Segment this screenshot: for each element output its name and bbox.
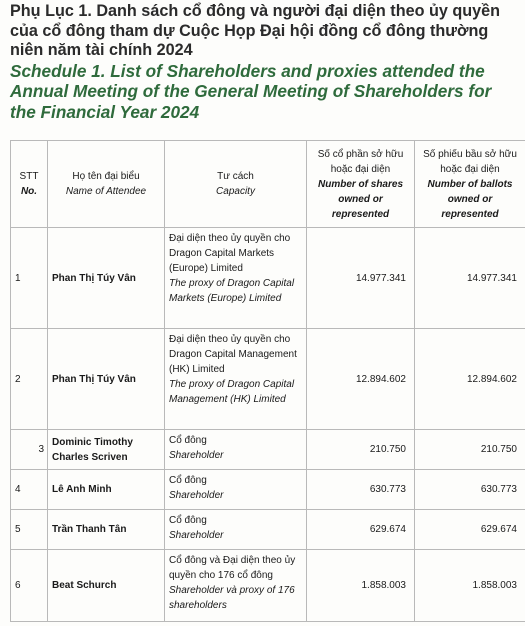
row-ballots: 630.773	[415, 470, 525, 510]
row-ballots: 14.977.341	[415, 228, 525, 329]
row-shares: 629.674	[307, 510, 415, 550]
capacity-en: Shareholder	[169, 530, 224, 541]
header-capacity-vn: Tư cách	[217, 171, 254, 182]
table-row	[11, 329, 525, 430]
capacity-en: Shareholder và proxy of 176 shareholders	[169, 585, 295, 611]
table-row	[11, 430, 525, 470]
row-capacity	[165, 510, 307, 550]
row-capacity	[165, 550, 307, 622]
table-header-row	[11, 141, 525, 228]
capacity-en: The proxy of Dragon Capital Markets (Europe) Limited	[169, 278, 295, 304]
row-no: 6	[11, 550, 48, 622]
table-row	[11, 550, 525, 622]
header-ballots-vn: Số phiếu bầu sở hữu hoặc đại diện	[423, 148, 517, 175]
row-name: Beat Schurch	[48, 550, 165, 622]
row-no: 4	[11, 470, 48, 510]
row-ballots: 12.894.602	[415, 329, 525, 430]
header-ballots-en: Number of ballots owned or represented	[427, 178, 513, 220]
row-name: Lê Anh Minh	[48, 470, 165, 510]
capacity-vn: Cổ đông và Đại diện theo ủy quyền cho 176 cổ đông	[169, 555, 296, 581]
capacity-vn: Cổ đông	[169, 475, 207, 486]
english-title: Schedule 1. List of Shareholders and proxies attended the Annual Meeting of the General Meeting of Shareholders for the Financial Year 2024	[10, 60, 492, 122]
row-name: Phan Thị Túy Vân	[48, 329, 165, 430]
shareholder-table	[10, 140, 525, 622]
capacity-en: The proxy of Dragon Capital Management (HK) Limited	[169, 379, 295, 405]
row-shares: 14.977.341	[307, 228, 415, 329]
header-capacity	[165, 141, 307, 228]
row-capacity	[165, 329, 307, 430]
header-stt	[11, 141, 48, 228]
header-name	[48, 141, 165, 228]
row-ballots: 210.750	[415, 430, 525, 470]
header-stt-en: No.	[20, 186, 38, 197]
row-capacity	[165, 430, 307, 470]
header-capacity-en: Capacity	[216, 186, 255, 197]
header-shares-vn: Số cổ phần sở hữu hoặc đại diện	[317, 148, 404, 175]
row-name: Dominic Timothy Charles Scriven	[48, 430, 165, 470]
table-row	[11, 510, 525, 550]
table-row	[11, 228, 525, 329]
vietnamese-title: Phụ Lục 1. Danh sách cổ đông và người đại diện theo ủy quyền của cổ đông tham dự Cuộc Họp Đại hội đồng cổ đông thường niên năm tài chính 2024	[10, 2, 501, 59]
row-capacity	[165, 228, 307, 329]
row-no: 1	[11, 228, 48, 329]
header-shares-en: Number of shares owned or represented	[317, 178, 404, 220]
row-name: Trần Thanh Tân	[48, 510, 165, 550]
row-shares: 210.750	[307, 430, 415, 470]
capacity-en: Shareholder	[169, 450, 224, 461]
row-no: 5	[11, 510, 48, 550]
header-shares	[307, 141, 415, 228]
row-shares: 1.858.003	[307, 550, 415, 622]
header-name-vn: Họ tên đại biểu	[72, 171, 140, 182]
header-stt-vn: STT	[19, 171, 39, 182]
row-capacity	[165, 470, 307, 510]
row-shares: 630.773	[307, 470, 415, 510]
row-name: Phan Thị Túy Vân	[48, 228, 165, 329]
row-shares: 12.894.602	[307, 329, 415, 430]
document-header	[10, 2, 520, 122]
row-ballots: 1.858.003	[415, 550, 525, 622]
header-ballots	[415, 141, 525, 228]
capacity-vn: Cổ đông	[169, 435, 207, 446]
row-no: 2	[11, 329, 48, 430]
row-ballots: 629.674	[415, 510, 525, 550]
header-name-en: Name of Attendee	[65, 186, 147, 197]
capacity-vn: Cổ đông	[169, 515, 207, 526]
row-no: 3	[11, 430, 48, 470]
table-row	[11, 470, 525, 510]
capacity-vn: Đại diện theo ủy quyền cho Dragon Capital Markets (Europe) Limited	[169, 233, 291, 274]
capacity-vn: Đại diện theo ủy quyền cho Dragon Capital Management (HK) Limited	[169, 334, 297, 375]
capacity-en: Shareholder	[169, 490, 224, 501]
